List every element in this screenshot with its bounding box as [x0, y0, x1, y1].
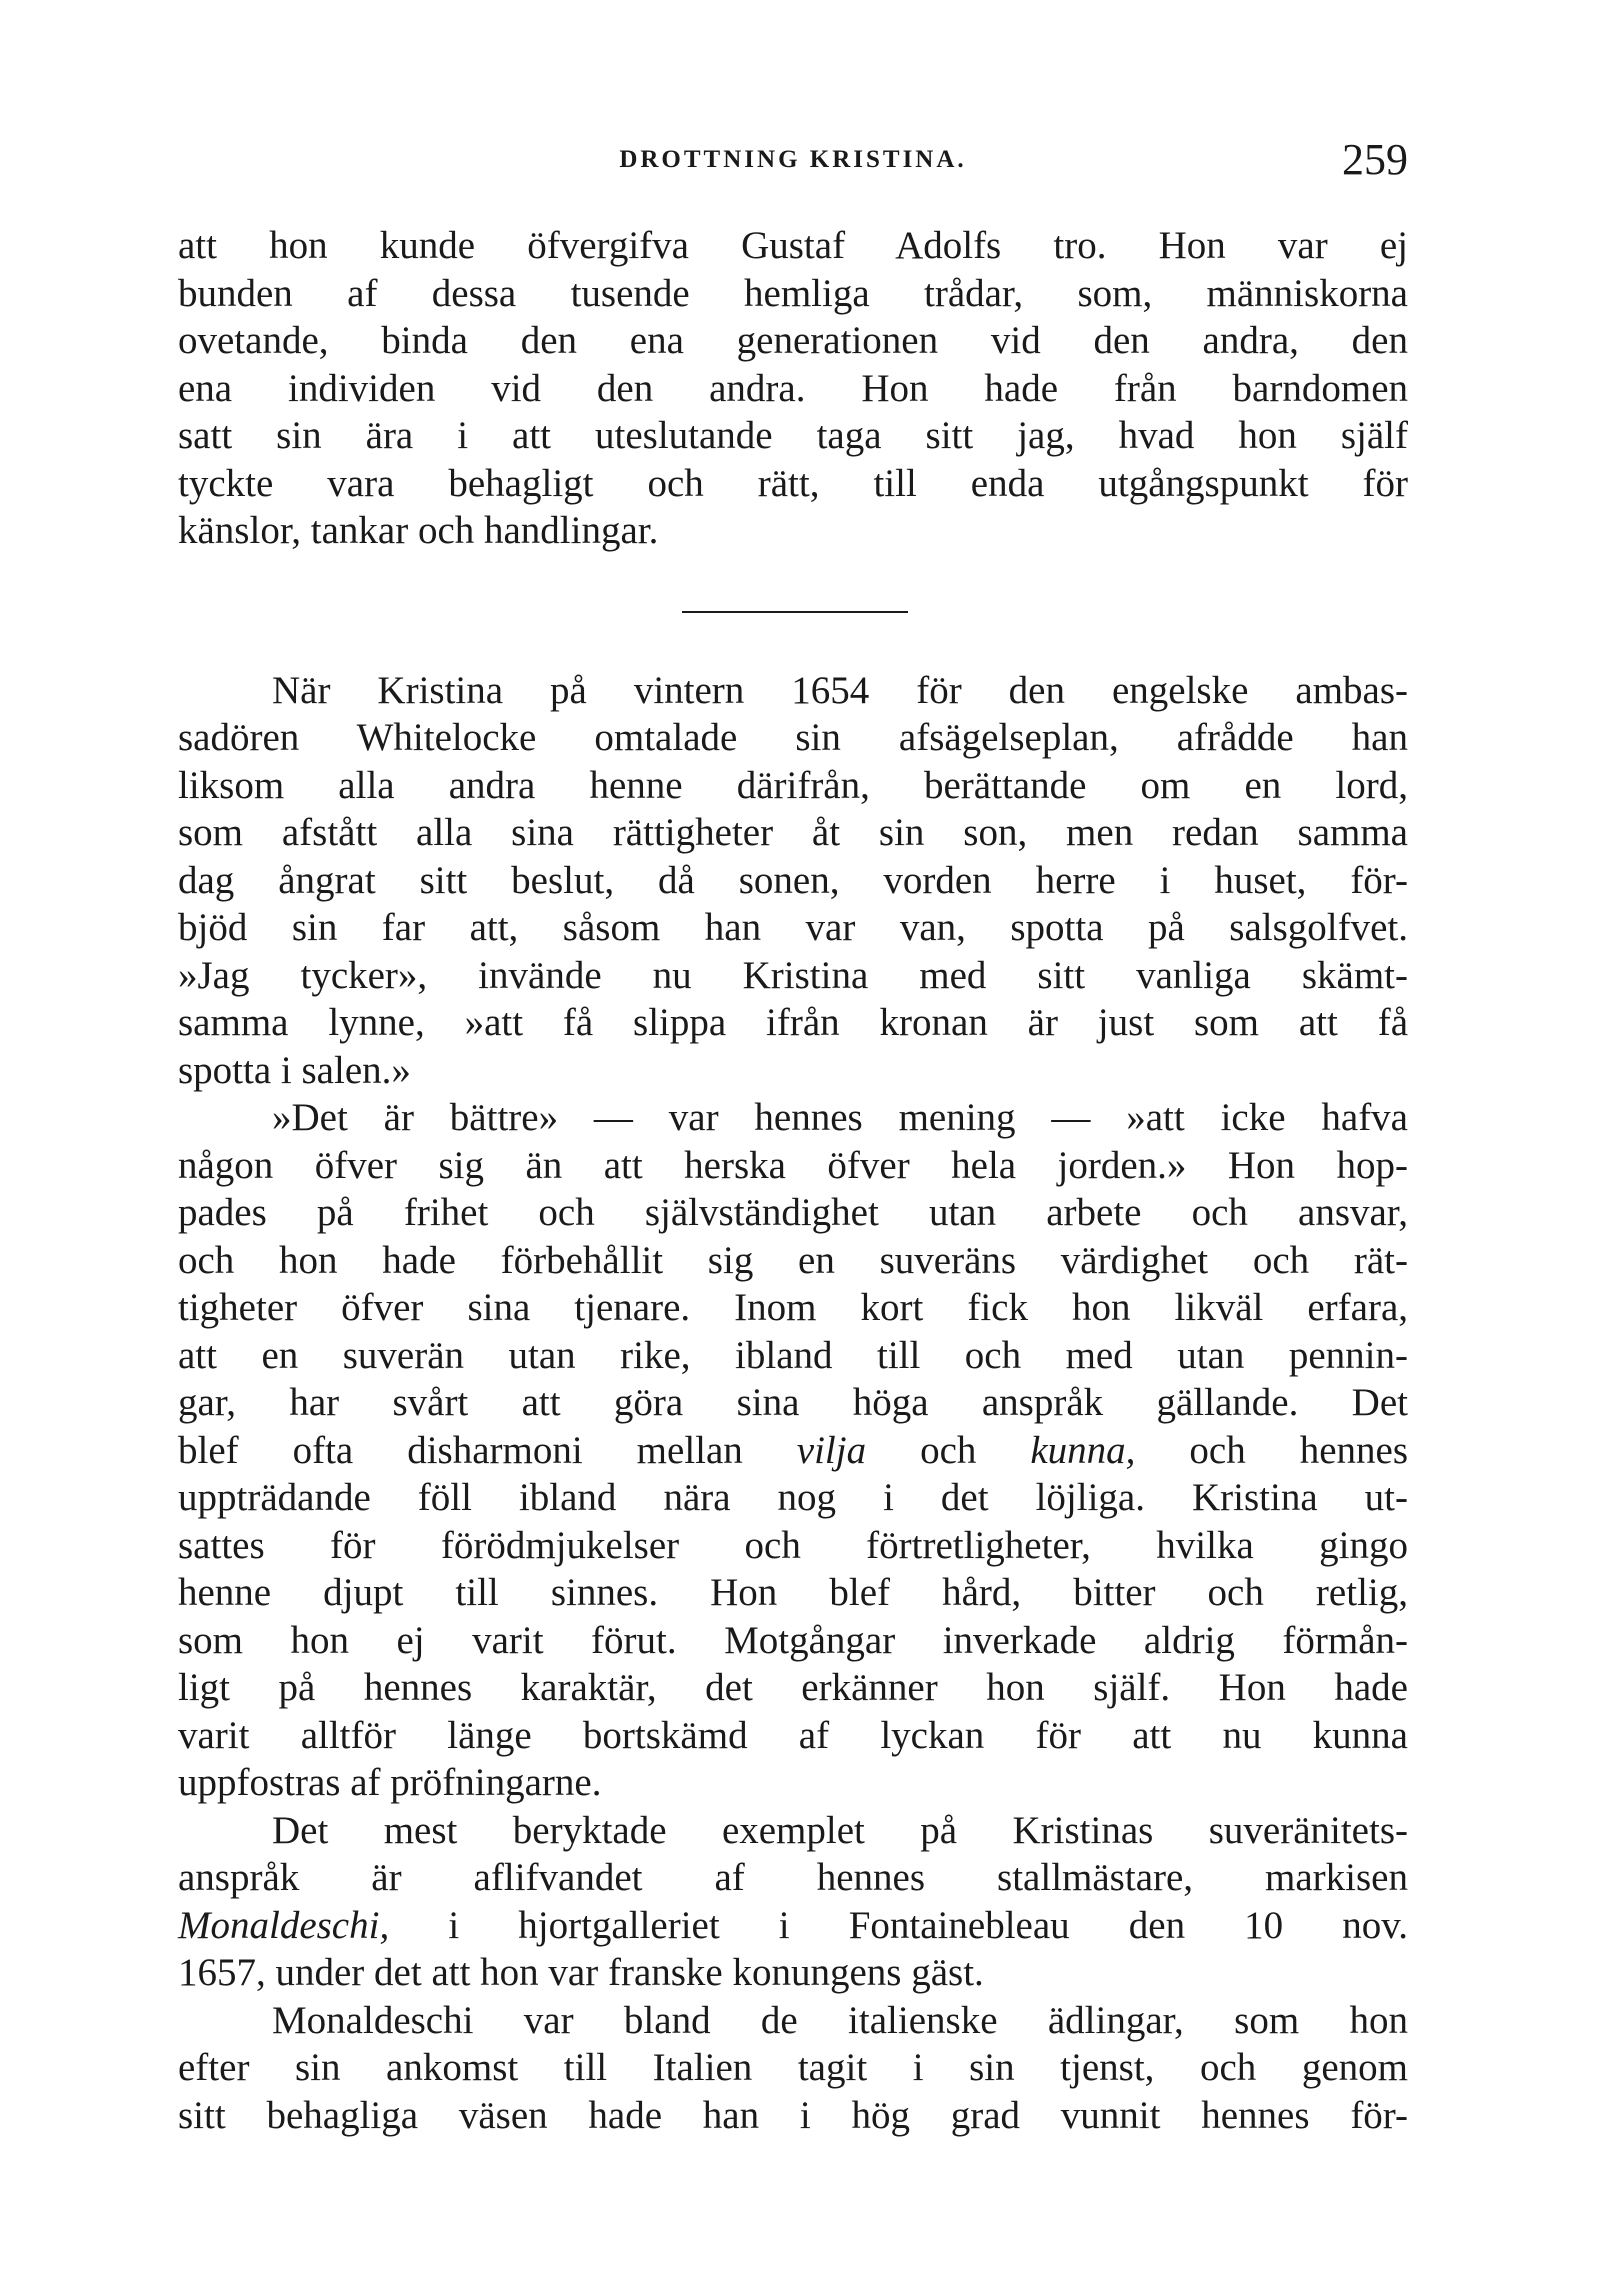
paragraph-2: [178, 667, 1408, 1095]
text-line: »Det är bättre» — var hennes mening — »att icke hafva: [272, 1096, 1408, 1139]
text-line: spotta i salen.»: [178, 1048, 411, 1092]
text-fragment: blef ofta disharmoni mellan: [178, 1428, 797, 1472]
text-line: samma lynne, »att få slippa ifrån kronan är just som att få: [178, 1001, 1408, 1044]
text-line: dag ångrat sitt beslut, då sonen, vorden herre i huset, för-: [178, 858, 1408, 902]
divider-rule: [682, 611, 908, 613]
text-line: ena individen vid den andra. Hon hade från barndomen: [178, 366, 1408, 410]
text-line: gar, har svårt att göra sina höga anspråk gällande. Det: [178, 1381, 1408, 1424]
paragraph-3: [178, 1094, 1408, 1807]
text-line: uppträdande föll ibland nära nog i det löjliga. Kristina ut-: [178, 1476, 1408, 1519]
text-line: Monaldeschi var bland de italienske ädlingar, som hon: [272, 1998, 1408, 2042]
text-line: 1657, under det att hon var franske konungens gäst.: [178, 1951, 984, 1994]
text-line: och hon hade förbehållit sig en suveräns värdighet och rät-: [178, 1238, 1408, 1282]
section-divider: [178, 555, 1408, 667]
text-line: ovetande, binda den ena generationen vid den andra, den: [178, 319, 1408, 362]
italic-word: kunna,: [1030, 1428, 1136, 1472]
paragraph-1: [178, 222, 1408, 555]
text-line: uppfostras af pröfningarne.: [178, 1761, 602, 1804]
text-line: bjöd sin far att, såsom han var van, spotta på salsgolfvet.: [178, 906, 1408, 949]
text-line: att hon kunde öfvergifva Gustaf Adolfs tro. Hon var ej: [178, 224, 1408, 267]
text-line: någon öfver sig än att herska öfver hela jorden.» Hon hop-: [178, 1143, 1408, 1187]
text-line: pades på frihet och självständighet utan arbete och ansvar,: [178, 1191, 1408, 1234]
running-head: [178, 135, 1408, 200]
text-line: [178, 1902, 1408, 1950]
text-line: ligt på hennes karaktär, det erkänner hon själf. Hon hade: [178, 1666, 1408, 1709]
text-line: varit alltför länge bortskämd af lyckan för att nu kunna: [178, 1713, 1408, 1757]
text-fragment: och hennes: [1135, 1428, 1408, 1472]
text-line: tyckte vara behagligt och rätt, till enda utgångspunkt för: [178, 461, 1408, 505]
text-line: sadören Whitelocke omtalade sin afsägelseplan, afrådde han: [178, 716, 1408, 759]
text-line: efter sin ankomst till Italien tagit i sin tjenst, och genom: [178, 2046, 1408, 2089]
text-fragment: i hjortgalleriet i Fontainebleau den 10 nov.: [389, 1903, 1408, 1947]
text-line: sattes för förödmjukelser och förtretligheter, hvilka gingo: [178, 1523, 1408, 1567]
text-line: tigheter öfver sina tjenare. Inom kort fick hon likväl erfara,: [178, 1286, 1408, 1329]
text-line: sitt behagliga väsen hade han i hög grad vunnit hennes för-: [178, 2093, 1408, 2137]
paragraph-4: [178, 1807, 1408, 1997]
text-line: som hon ej varit förut. Motgångar inverkade aldrig förmån-: [178, 1618, 1408, 1662]
running-title: DROTTNING KRISTINA.: [619, 146, 967, 173]
text-line: Det mest beryktade exemplet på Kristinas suveränitets-: [272, 1808, 1408, 1852]
text-line: När Kristina på vintern 1654 för den engelske ambas-: [272, 668, 1408, 712]
text-line: bunden af dessa tusende hemliga trådar, som, människorna: [178, 271, 1408, 315]
text-line: »Jag tycker», invände nu Kristina med sitt vanliga skämt-: [178, 953, 1408, 997]
italic-name: Monaldeschi,: [178, 1903, 390, 1947]
text-line: henne djupt till sinnes. Hon blef hård, bitter och retlig,: [178, 1571, 1408, 1614]
text-line: som afstått alla sina rättigheter åt sin son, men redan samma: [178, 811, 1408, 854]
text-line: att en suverän utan rike, ibland till och med utan pennin-: [178, 1333, 1408, 1377]
page-number: 259: [1342, 135, 1408, 184]
body-text: [178, 222, 1408, 2139]
text-line: satt sin ära i att uteslutande taga sitt jag, hvad hon själf: [178, 414, 1408, 457]
text-fragment: och: [866, 1428, 1031, 1472]
italic-word: vilja: [796, 1428, 867, 1472]
text-line: [178, 1427, 1408, 1475]
paragraph-5: [178, 1997, 1408, 2140]
text-line: liksom alla andra henne därifrån, berättande om en lord,: [178, 763, 1408, 807]
text-line: känslor, tankar och handlingar.: [178, 509, 659, 552]
text-line: anspråk är aflifvandet af hennes stallmästare, markisen: [178, 1856, 1408, 1899]
